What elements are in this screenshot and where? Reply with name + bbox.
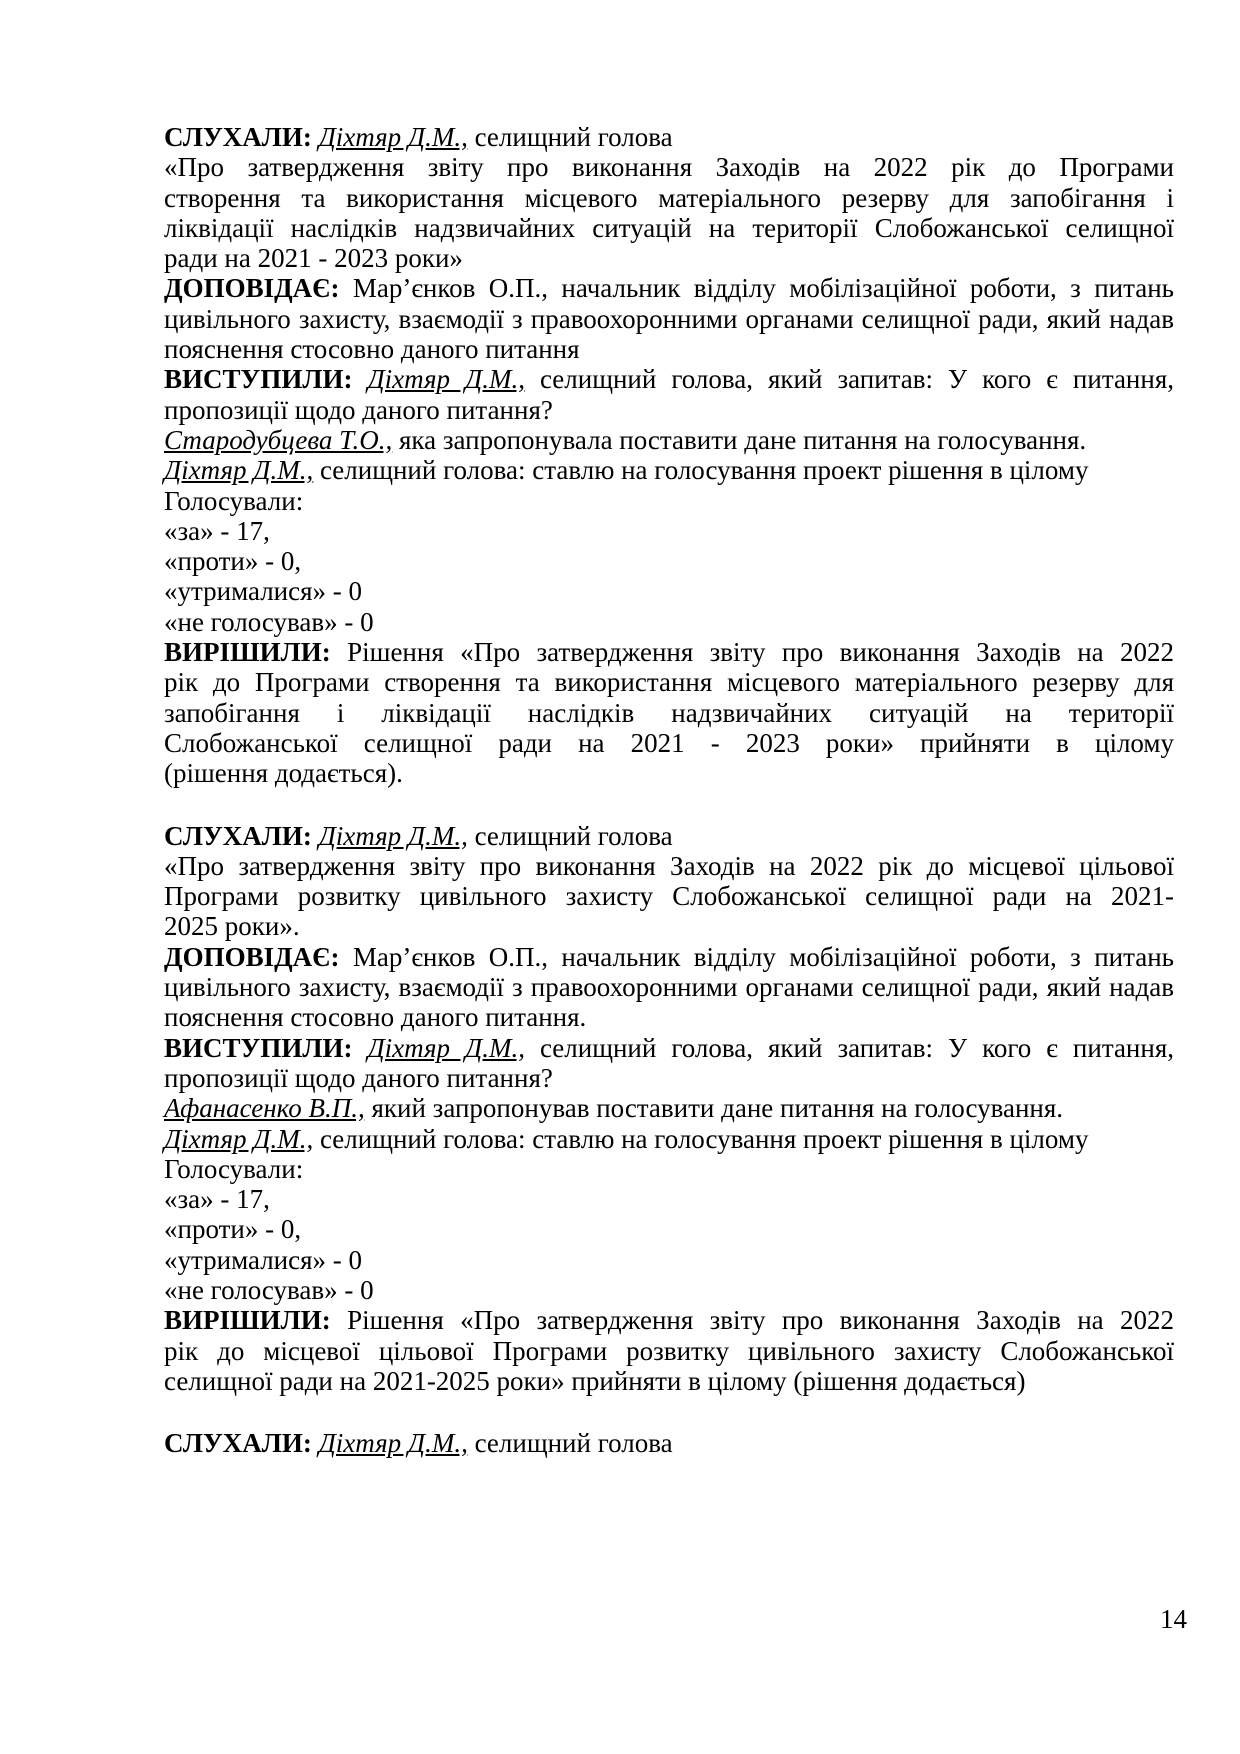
heard-line — [164, 1428, 1174, 1458]
heard-role: селищний голова — [474, 122, 673, 152]
heard-label: СЛУХАЛИ: — [164, 1428, 312, 1459]
proposal-text: який запропонував поставити дане питання на голосування. — [371, 1093, 1064, 1124]
decision-line: рік до Програми створення та використання місцевого матеріального резерву для — [164, 667, 1174, 698]
item-title-line: Програми розвитку цивільного захисту Слобожанської селищної ради на 2021- — [164, 881, 1174, 912]
report-line: пояснення стосовно даного питання — [164, 334, 580, 365]
decision-line: (рішення додається). — [164, 758, 403, 789]
decision-line: Слобожанської селищної ради на 2021 - 2023 роки» прийняти в цілому — [164, 727, 1174, 758]
speakers-label: ВИСТУПИЛИ: — [164, 1032, 353, 1063]
speakers-line: пропозиції щодо даного питання? — [164, 394, 553, 425]
heard-line — [164, 122, 1174, 152]
item-title-line: ради на 2021 - 2023 роки» — [164, 243, 463, 274]
decision-line — [164, 637, 1174, 667]
agenda-item-3 — [164, 1428, 1174, 1458]
speaker-text: селищний голова, який запитав: У кого є питання, — [539, 1032, 1174, 1063]
vote-against: «проти» - 0, — [164, 546, 302, 577]
decision-line: селищної ради на 2021-2025 роки» прийняти в цілому (рішення додається) — [164, 1365, 1026, 1396]
chair-text: селищний голова: ставлю на голосування проект рішення в цілому — [319, 1123, 1089, 1154]
item-title-line: створення та використання місцевого матеріального резерву для запобігання і — [164, 182, 1174, 213]
heard-name: Діхтяр Д.М., — [318, 122, 468, 152]
report-line — [164, 942, 1174, 972]
report-line — [164, 273, 1174, 303]
item-title-line: «Про затвердження звіту про виконання Заходів на 2022 рік до Програми — [164, 152, 1174, 183]
chair-text: селищний голова: ставлю на голосування проект рішення в цілому — [319, 455, 1089, 486]
chair-name: Діхтяр Д.М., — [164, 1123, 314, 1154]
speakers-label: ВИСТУПИЛИ: — [164, 364, 353, 395]
report-label: ДОПОВІДАЄ: — [164, 941, 340, 972]
votes-heading: Голосували: — [164, 485, 304, 516]
report-text: Мар’єнков О.П., начальник відділу мобілізаційної роботи, з питань — [352, 273, 1174, 304]
decision-text: Рішення «Про затвердження звіту про виконання Заходів на 2022 — [347, 1305, 1175, 1336]
vote-not-voted: «не голосував» - 0 — [164, 1274, 374, 1305]
heard-label: СЛУХАЛИ: — [164, 820, 312, 851]
vote-abstained: «утрималися» - 0 — [164, 576, 363, 607]
proposal-line — [164, 1093, 1174, 1123]
decision-text: Рішення «Про затвердження звіту про виконання Заходів на 2022 — [347, 637, 1175, 668]
report-label: ДОПОВІДАЄ: — [164, 273, 340, 304]
chair-line — [164, 1124, 1174, 1154]
decision-label: ВИРІШИЛИ: — [164, 637, 331, 668]
agenda-item-1 — [164, 122, 1174, 789]
speakers-line — [164, 1033, 1174, 1063]
report-line: цивільного захисту, взаємодії з правоохоронними органами селищної ради, який надав — [164, 303, 1174, 334]
report-text: Мар’єнков О.П., начальник відділу мобілізаційної роботи, з питань — [352, 941, 1174, 972]
chair-line — [164, 455, 1174, 485]
proposal-text: яка запропонувала поставити дане питання на голосування. — [398, 424, 1087, 455]
vote-abstained: «утрималися» - 0 — [164, 1244, 363, 1275]
proposer-name: Стародубцева Т.О., — [164, 424, 393, 455]
proposal-line — [164, 425, 1174, 455]
decision-line: запобігання і ліквідації наслідків надзвичайних ситуацій на території — [164, 697, 1174, 728]
speaker-text: селищний голова, який запитав: У кого є питання, — [539, 364, 1174, 395]
item-title-line: 2025 роки». — [164, 911, 300, 942]
vote-not-voted: «не голосував» - 0 — [164, 606, 374, 637]
vote-for: «за» - 17, — [164, 515, 270, 546]
report-line: пояснення стосовно даного питання. — [164, 1002, 587, 1033]
heard-name: Діхтяр Д.М., — [318, 820, 468, 851]
page-number: 14 — [1160, 1604, 1187, 1634]
speaker-name: Діхтяр Д.М., — [367, 1032, 525, 1063]
chair-name: Діхтяр Д.М., — [164, 455, 314, 486]
proposer-name: Афанасенко В.П., — [164, 1093, 365, 1124]
speakers-line — [164, 364, 1174, 394]
heard-name: Діхтяр Д.М., — [318, 1428, 468, 1459]
decision-line: рік до місцевої цільової Програми розвитку цивільного захисту Слобожанської — [164, 1335, 1174, 1366]
heard-label: СЛУХАЛИ: — [164, 122, 312, 152]
agenda-item-2 — [164, 821, 1174, 1397]
vote-against: «проти» - 0, — [164, 1214, 302, 1245]
heard-role: селищний голова — [474, 1428, 673, 1459]
decision-line — [164, 1305, 1174, 1335]
votes-heading: Голосували: — [164, 1153, 304, 1184]
heard-role: селищний голова — [474, 820, 673, 851]
heard-line — [164, 821, 1174, 851]
item-title-line: «Про затвердження звіту про виконання Заходів на 2022 рік до місцевої цільової — [164, 850, 1174, 881]
speaker-name: Діхтяр Д.М., — [367, 364, 525, 395]
item-title-line: ліквідації наслідків надзвичайних ситуацій на території Слобожанської селищної — [164, 212, 1174, 243]
report-line: цивільного захисту, взаємодії з правоохоронними органами селищної ради, який надав — [164, 972, 1174, 1003]
decision-label: ВИРІШИЛИ: — [164, 1305, 331, 1336]
document-page — [164, 122, 1174, 1490]
speakers-line: пропозиції щодо даного питання? — [164, 1062, 553, 1093]
vote-for: «за» - 17, — [164, 1184, 270, 1215]
